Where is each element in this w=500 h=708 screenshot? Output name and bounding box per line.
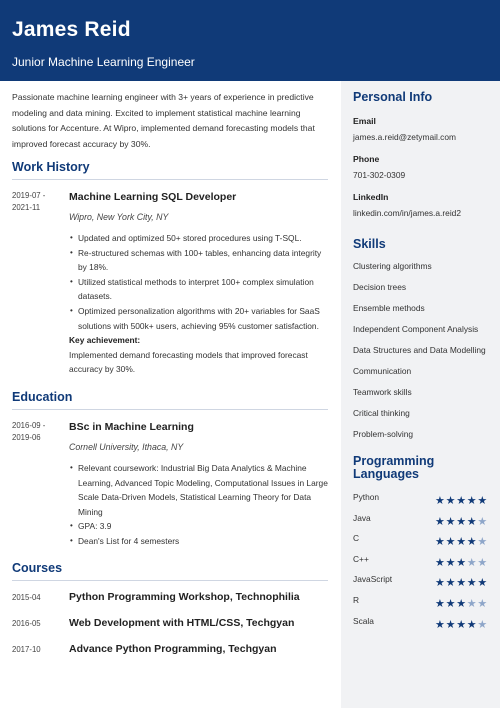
star-empty-icon: ★	[466, 556, 477, 569]
star-filled-icon: ★	[466, 577, 477, 590]
personal-info-section	[353, 89, 488, 219]
work-history-section	[12, 159, 328, 377]
sidebar	[341, 81, 500, 708]
star-filled-icon: ★	[445, 618, 456, 631]
work-entry	[12, 190, 328, 377]
language-name: Scala	[353, 615, 374, 626]
star-filled-icon: ★	[466, 536, 477, 549]
linkedin-label: LinkedIn	[353, 192, 389, 202]
language-name: JavaScript	[353, 574, 393, 585]
star-filled-icon: ★	[445, 536, 456, 549]
candidate-title: Junior Machine Learning Engineer	[12, 55, 195, 69]
work-entry-date: 2019-07 - 2021-11	[12, 191, 46, 212]
course-item	[12, 591, 328, 617]
list-item: • Updated and optimized 50+ stored procedures using T-SQL.	[69, 231, 328, 246]
education-bullets	[69, 461, 328, 549]
course-date: 2017-10	[12, 644, 41, 654]
star-filled-icon: ★	[456, 536, 467, 549]
key-achievement-label: Key achievement:	[69, 335, 141, 346]
star-empty-icon: ★	[477, 618, 488, 631]
education-place: Cornell University, Ithaca, NY	[69, 441, 184, 452]
language-row	[353, 532, 488, 553]
main-column	[12, 81, 328, 669]
language-name: C++	[353, 553, 369, 564]
course-name: Python Programming Workshop, Technophilia	[69, 590, 300, 603]
course-name: Advance Python Programming, Techgyan	[69, 642, 277, 655]
education-heading: Education	[12, 389, 328, 410]
rating-stars	[435, 512, 488, 530]
language-name: Java	[353, 512, 371, 523]
skill-item: Independent Component Analysis	[353, 324, 479, 334]
star-filled-icon: ★	[456, 515, 467, 528]
star-filled-icon: ★	[435, 618, 445, 631]
star-filled-icon: ★	[456, 495, 467, 507]
programming-languages-section	[353, 455, 488, 635]
rating-stars	[435, 553, 488, 571]
summary-text: Passionate machine learning engineer with 3+ years of experience in predictive modeling and data mining. Excited to implement statistical machine learning solutions for Accenture. At Wipro, implemented demand forecasting models that improved forecast accuracy by 30%.	[12, 92, 315, 149]
education-section	[12, 389, 328, 549]
skills-section	[353, 236, 488, 441]
candidate-name: James Reid	[12, 18, 131, 41]
course-name: Web Development with HTML/CSS, Techgyan	[69, 616, 295, 629]
list-item: • Relevant coursework: Industrial Big Data Analytics & Machine Learning, Advanced Topic Modeling, Computational Issues in Large Scale Data-Driven Models, Statistical Learning Theory for Data Mining	[69, 461, 328, 519]
star-filled-icon: ★	[435, 536, 445, 549]
star-filled-icon: ★	[456, 577, 467, 590]
star-filled-icon: ★	[435, 515, 445, 528]
personal-info-heading: Personal Info	[353, 90, 433, 104]
courses-section	[12, 560, 328, 669]
language-row	[353, 553, 488, 574]
phone-label: Phone	[353, 154, 380, 164]
email-label: Email	[353, 116, 376, 126]
star-filled-icon: ★	[445, 577, 456, 590]
work-entry-role: Machine Learning SQL Developer	[69, 191, 237, 203]
language-row	[353, 573, 488, 594]
linkedin-value[interactable]: linkedin.com/in/james.a.reid2	[353, 208, 461, 218]
rating-stars	[435, 491, 488, 509]
course-date: 2015-04	[12, 592, 41, 602]
language-name: C	[353, 533, 360, 544]
skill-item: Teamwork skills	[353, 387, 412, 397]
rating-stars	[435, 573, 488, 591]
work-history-heading: Work History	[12, 159, 328, 180]
star-filled-icon: ★	[456, 618, 467, 631]
star-filled-icon: ★	[435, 577, 445, 590]
list-item: • Re-structured schemas with 100+ tables, enhancing data integrity by 18%.	[69, 246, 328, 275]
language-row	[353, 512, 488, 533]
language-row	[353, 594, 488, 615]
rating-stars	[435, 532, 488, 550]
star-filled-icon: ★	[445, 515, 456, 528]
star-filled-icon: ★	[445, 495, 456, 507]
skill-item: Communication	[353, 366, 412, 376]
star-empty-icon: ★	[477, 556, 488, 569]
star-filled-icon: ★	[477, 495, 488, 507]
star-empty-icon: ★	[477, 536, 488, 549]
courses-heading: Courses	[12, 560, 328, 581]
course-item	[12, 617, 328, 643]
star-empty-icon: ★	[466, 597, 477, 610]
language-name: Python	[353, 492, 380, 502]
star-filled-icon: ★	[456, 556, 467, 569]
programming-languages-heading-line2: Languages	[353, 467, 419, 481]
star-filled-icon: ★	[435, 556, 445, 569]
phone-value[interactable]: 701-302-0309	[353, 170, 406, 180]
star-filled-icon: ★	[445, 556, 456, 569]
rating-stars	[435, 594, 488, 612]
education-degree: BSc in Machine Learning	[69, 420, 194, 433]
course-item	[12, 643, 328, 669]
star-filled-icon: ★	[445, 597, 456, 610]
star-filled-icon: ★	[477, 577, 488, 590]
work-entry-bullets	[69, 231, 328, 333]
education-entry-date: 2016-09 - 2019-06	[12, 420, 46, 442]
education-entry	[12, 420, 328, 549]
skill-item: Ensemble methods	[353, 303, 425, 313]
list-item: • Optimized personalization algorithms with 20+ variables for SaaS solutions with 500k+ users, achieving 95% customer satisfaction.	[69, 304, 328, 333]
skills-heading: Skills	[353, 237, 386, 251]
star-filled-icon: ★	[466, 495, 477, 507]
resume-header	[0, 0, 500, 81]
language-row	[353, 615, 488, 636]
programming-languages-heading	[353, 455, 488, 481]
language-row	[353, 491, 488, 512]
star-filled-icon: ★	[435, 495, 445, 507]
programming-languages-heading-line1: Programming	[353, 454, 435, 468]
skill-item: Clustering algorithms	[353, 261, 432, 271]
email-value[interactable]: james.a.reid@zetymail.com	[353, 132, 456, 142]
star-filled-icon: ★	[435, 597, 445, 610]
star-filled-icon: ★	[456, 597, 467, 610]
language-name: R	[353, 594, 360, 605]
list-item: • GPA: 3.9	[69, 519, 328, 534]
course-date: 2016-05	[12, 618, 41, 628]
skill-item: Critical thinking	[353, 408, 410, 418]
language-list	[353, 491, 488, 635]
list-item: • Utilized statistical methods to interpret 100+ complex simulation datasets.	[69, 275, 328, 304]
rating-stars	[435, 615, 488, 633]
star-filled-icon: ★	[466, 515, 477, 528]
star-empty-icon: ★	[477, 515, 488, 528]
list-item: • Dean's List for 4 semesters	[69, 534, 328, 549]
skill-item: Data Structures and Data Modelling	[353, 345, 486, 355]
star-empty-icon: ★	[477, 597, 488, 610]
skill-item: Decision trees	[353, 282, 407, 292]
key-achievement-text: Implemented demand forecasting models that improved forecast accuracy by 30%.	[69, 349, 308, 375]
work-entry-place: Wipro, New York City, NY	[69, 212, 169, 222]
skill-item: Problem-solving	[353, 429, 414, 439]
star-filled-icon: ★	[466, 618, 477, 631]
